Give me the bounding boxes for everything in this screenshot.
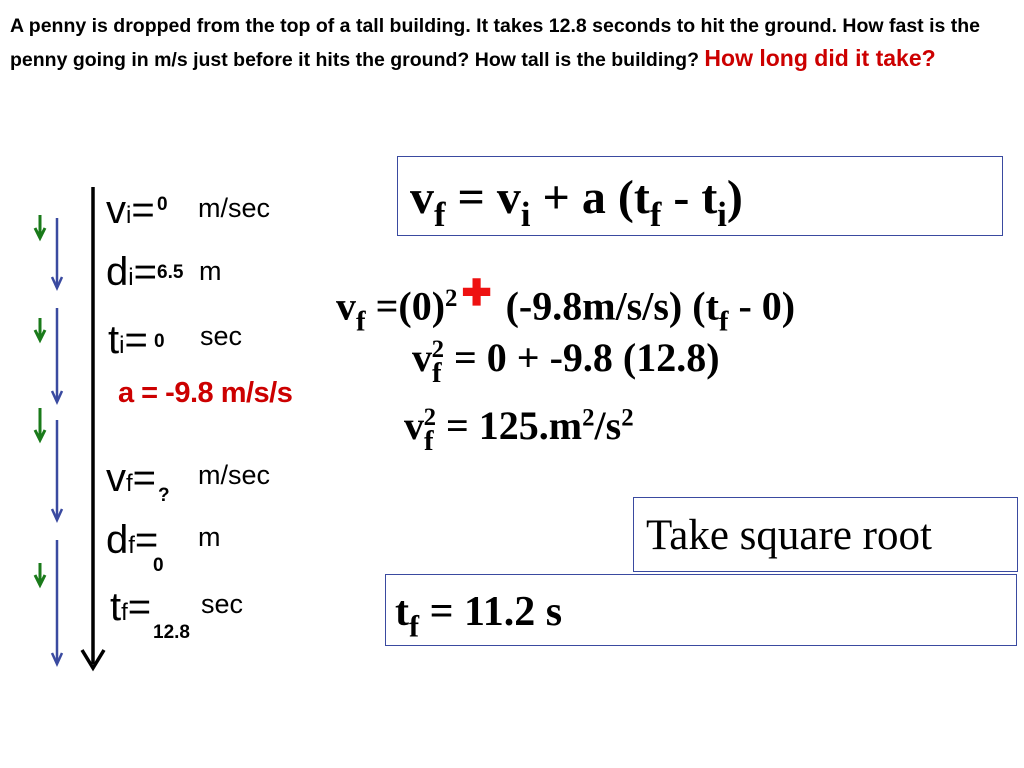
red-plus-icon: ✚: [461, 272, 492, 313]
var-di: di=: [106, 250, 157, 294]
var-df-value: 0: [153, 555, 164, 576]
var-vi-value: 0: [157, 194, 168, 215]
formula-text: $v_f = v_i + a$ $(t_f - t_i)$: [410, 171, 743, 235]
acceleration-value: a = -9.8 m/s/s: [118, 377, 293, 409]
square-root-text: Take square root: [646, 512, 932, 559]
main-down-arrow-icon: [82, 187, 104, 668]
var-tf-value: 12.8: [153, 622, 190, 643]
var-vi: vi=: [106, 188, 155, 232]
var-tf: tf=: [110, 585, 152, 629]
var-vf: vf=: [106, 456, 157, 500]
green-down-arrows-icon: [35, 215, 45, 585]
var-vi-unit: m/sec: [198, 193, 271, 223]
question-red: How long did it take?: [704, 45, 936, 71]
var-ti-value: 0: [154, 331, 165, 352]
var-vf-unit: m/sec: [198, 460, 271, 490]
var-tf-unit: sec: [201, 589, 244, 619]
answer-text: $t_f = 11.2$ s: [395, 589, 563, 644]
var-df: df=: [106, 518, 159, 562]
var-ti: ti=: [108, 318, 148, 362]
blue-down-arrows-icon: [52, 218, 62, 664]
var-vf-value: ?: [158, 485, 170, 506]
var-di-unit: m: [199, 256, 222, 286]
problem-text: A penny is dropped from the top of a tall building. It takes 12.8 seconds to hit the ground. How fast is the penny going in m/s just before it hits the ground? How tall is the building?: [10, 15, 981, 71]
var-ti-unit: sec: [200, 321, 243, 351]
step2-equation: $v_f^2 = 0 + -9.8$ (12.8): [412, 335, 720, 389]
step1-equation: $v_f =(0)^2$ ✚ (-9.8m/s/s) $(t_f - 0)$: [336, 272, 796, 338]
step3-equation: $v_f^2 = 125.m^2/s^2$: [404, 403, 634, 457]
var-df-unit: m: [198, 522, 221, 552]
var-di-value: 6.5: [157, 262, 184, 283]
